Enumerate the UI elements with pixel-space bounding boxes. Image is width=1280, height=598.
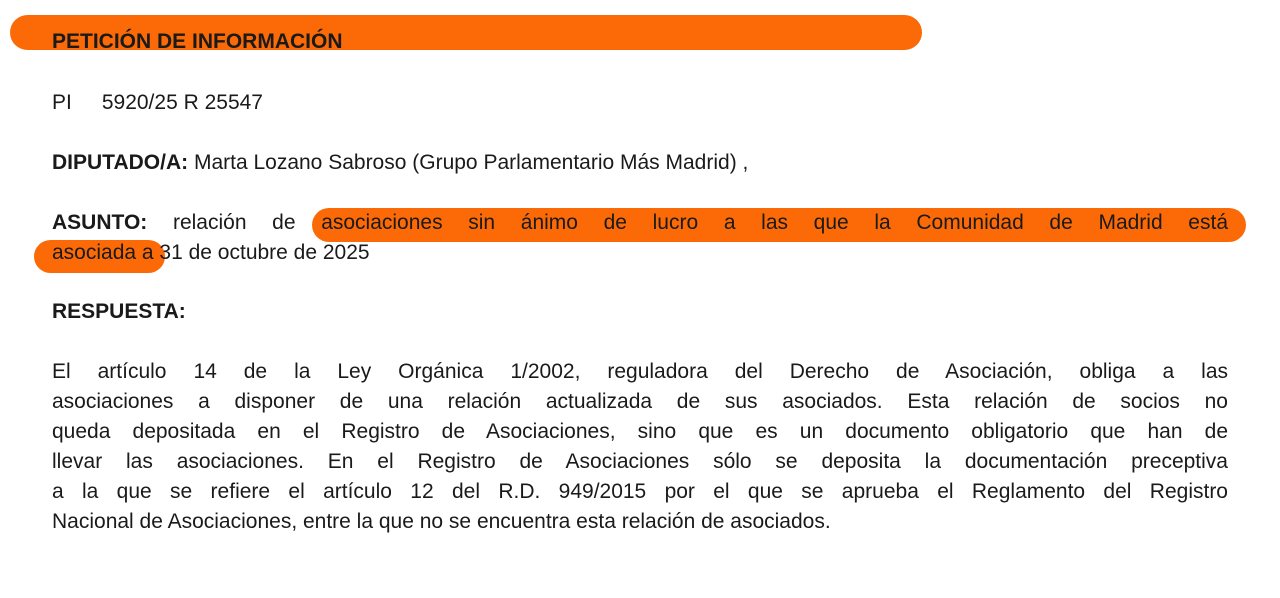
asunto-highlight-text-2: asociada (52, 241, 137, 264)
respuesta-line: asociaciones a disponer de una relación actualizada de sus asociados. Esta relación de socios no (52, 390, 1228, 413)
asunto-text-after: a 31 de octubre de 2025 (141, 241, 370, 264)
pi-line (52, 88, 263, 118)
diputado-line (52, 148, 748, 178)
pi-number: 5920/25 R 25547 (101, 91, 263, 114)
diputado-value: Marta Lozano Sabroso (Grupo Parlamentario Más Madrid) , (193, 151, 749, 174)
asunto-highlight-text-1: asociaciones sin ánimo de lucro a las que la Comunidad de Madrid está (321, 211, 1228, 234)
asunto-label: ASUNTO: (52, 211, 148, 234)
diputado-label: DIPUTADO/A: (52, 151, 189, 174)
asunto-line-2 (52, 238, 370, 268)
respuesta-paragraph (52, 357, 1228, 537)
respuesta-line: llevar las asociaciones. En el Registro de Asociaciones sólo se deposita la documentación preceptiva (52, 450, 1228, 473)
respuesta-line: El artículo 14 de la Ley Orgánica 1/2002, reguladora del Derecho de Asociación, obliga a las (52, 360, 1228, 383)
asunto-line-1 (52, 208, 1228, 238)
asunto-text-before: relación de (172, 211, 296, 234)
respuesta-line: queda depositada en el Registro de Asociaciones, sino que es un documento obligatorio que han de (52, 420, 1228, 443)
respuesta-label: RESPUESTA: (52, 300, 186, 323)
page-title: PETICIÓN DE INFORMACIÓN (52, 30, 343, 53)
respuesta-line: Nacional de Asociaciones, entre la que no se encuentra esta relación de asociados. (52, 510, 831, 533)
pi-label: PI (52, 91, 72, 114)
respuesta-line: a la que se refiere el artículo 12 del R.D. 949/2015 por el que se aprueba el Reglamento del Registro (52, 480, 1228, 503)
